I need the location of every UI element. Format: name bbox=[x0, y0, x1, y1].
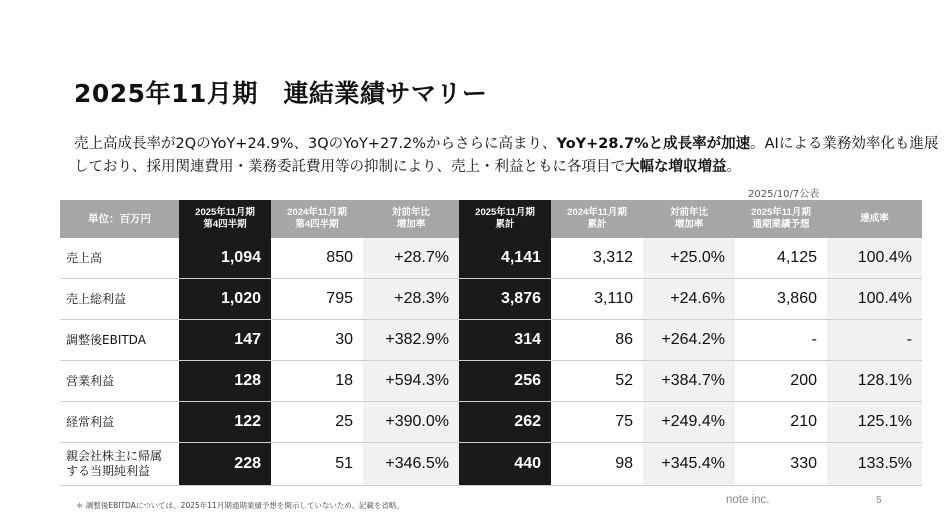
cell-q4-2025: 128 bbox=[179, 361, 271, 401]
cell-cumulative-yoy: +264.2% bbox=[643, 320, 735, 360]
cell-cumulative-2024: 75 bbox=[615, 413, 633, 430]
cell-cumulative-yoy: +384.7% bbox=[643, 361, 735, 401]
cell-q4-yoy: +28.3% bbox=[363, 279, 459, 319]
summary-text-2: 。AIによる業務効率化も進展しており、採用関連費用・業務委託費用等の抑制により、売上・利益ともに各項目で bbox=[74, 136, 939, 175]
header-full-year-forecast: 2025年11月期 通期業績予想 bbox=[735, 200, 827, 238]
row-label: 売上総利益 bbox=[66, 291, 127, 306]
summary-highlight-growth: YoY+28.7%と成長率が加速 bbox=[556, 136, 751, 152]
cell-achievement: 100.4% bbox=[827, 279, 922, 319]
summary-highlight-profit: 大幅な増収増益 bbox=[625, 159, 727, 175]
page-number: 5 bbox=[876, 495, 882, 506]
page-title: 2025年11月期 連結業績サマリー bbox=[74, 79, 488, 108]
cell-forecast: 200 bbox=[790, 372, 817, 389]
company-name: note inc. bbox=[726, 494, 770, 506]
cell-q4-yoy: +382.9% bbox=[363, 320, 459, 360]
cell-q4-yoy: +346.5% bbox=[363, 443, 459, 485]
cell-forecast: 4,125 bbox=[776, 249, 817, 266]
table-row-adjusted-ebitda bbox=[60, 320, 922, 361]
cell-cumulative-2025: 314 bbox=[459, 320, 551, 360]
header-q4-2024: 2024年11月期 第4四半期 bbox=[271, 200, 363, 238]
cell-cumulative-2024: 3,110 bbox=[594, 290, 633, 307]
header-achievement-rate: 達成率 bbox=[827, 200, 922, 238]
table-row-gross-profit bbox=[60, 279, 922, 320]
table-header-row bbox=[60, 200, 922, 238]
cell-q4-2024: 18 bbox=[335, 372, 353, 389]
cell-forecast: 330 bbox=[790, 455, 817, 472]
row-label: 売上高 bbox=[66, 250, 103, 265]
header-unit: 単位：百万円 bbox=[60, 200, 179, 238]
row-label: 営業利益 bbox=[66, 373, 115, 388]
cell-forecast: - bbox=[811, 331, 817, 348]
cell-q4-2024: 51 bbox=[335, 455, 353, 472]
cell-cumulative-yoy: +24.6% bbox=[643, 279, 735, 319]
forecast-publication-note: 2025/10/7公表 bbox=[748, 189, 820, 200]
cell-q4-yoy: +28.7% bbox=[363, 238, 459, 278]
cell-forecast: 3,860 bbox=[776, 290, 817, 307]
header-cumulative-2024: 2024年11月期 累計 bbox=[551, 200, 643, 238]
cell-achievement: 100.4% bbox=[827, 238, 922, 278]
cell-q4-2024: 30 bbox=[335, 331, 353, 348]
results-summary-table bbox=[60, 200, 922, 486]
cell-cumulative-2024: 52 bbox=[615, 372, 633, 389]
cell-q4-2024: 795 bbox=[326, 290, 353, 307]
cell-achievement: 125.1% bbox=[827, 402, 922, 442]
cell-cumulative-yoy: +249.4% bbox=[643, 402, 735, 442]
summary-text-1: 売上高成長率が2QのYoY+24.9%、3QのYoY+27.2%からさらに高まり、 bbox=[74, 136, 557, 152]
cell-q4-yoy: +594.3% bbox=[363, 361, 459, 401]
header-q4-yoy: 対前年比 増加率 bbox=[363, 200, 459, 238]
cell-q4-2025: 1,020 bbox=[179, 279, 271, 319]
cell-q4-2024: 25 bbox=[335, 413, 353, 430]
table-row-net-income bbox=[60, 443, 922, 486]
summary-paragraph bbox=[74, 133, 942, 179]
cell-cumulative-2024: 98 bbox=[615, 455, 633, 472]
cell-cumulative-2025: 3,876 bbox=[459, 279, 551, 319]
cell-cumulative-2025: 262 bbox=[459, 402, 551, 442]
table-row-ordinary-profit bbox=[60, 402, 922, 443]
cell-q4-2025: 1,094 bbox=[179, 238, 271, 278]
header-cumulative-yoy: 対前年比 増加率 bbox=[643, 200, 735, 238]
header-cumulative-2025: 2025年11月期 累計 bbox=[459, 200, 551, 238]
cell-q4-2025: 122 bbox=[179, 402, 271, 442]
cell-achievement: - bbox=[827, 320, 922, 360]
header-q4-2025: 2025年11月期 第4四半期 bbox=[179, 200, 271, 238]
cell-cumulative-2025: 440 bbox=[459, 443, 551, 485]
cell-forecast: 210 bbox=[790, 413, 817, 430]
table-row-operating-profit bbox=[60, 361, 922, 402]
cell-cumulative-yoy: +25.0% bbox=[643, 238, 735, 278]
cell-achievement: 133.5% bbox=[827, 443, 922, 485]
cell-cumulative-yoy: +345.4% bbox=[643, 443, 735, 485]
cell-achievement: 128.1% bbox=[827, 361, 922, 401]
cell-q4-2024: 850 bbox=[326, 249, 353, 266]
cell-cumulative-2024: 86 bbox=[615, 331, 633, 348]
cell-cumulative-2025: 4,141 bbox=[459, 238, 551, 278]
row-label: 親会社株主に帰属 する当期純利益 bbox=[66, 449, 163, 478]
cell-cumulative-2025: 256 bbox=[459, 361, 551, 401]
cell-q4-2025: 228 bbox=[179, 443, 271, 485]
footnote: ＊ 調整後EBITDAについては、2025年11月期通期業績予想を開示していないため、記載を省略。 bbox=[76, 501, 405, 510]
cell-cumulative-2024: 3,312 bbox=[592, 249, 633, 266]
cell-q4-yoy: +390.0% bbox=[363, 402, 459, 442]
cell-q4-2025: 147 bbox=[179, 320, 271, 360]
row-label: 経常利益 bbox=[66, 414, 115, 429]
row-label: 調整後EBITDA bbox=[66, 332, 146, 347]
summary-text-3: 。 bbox=[726, 159, 741, 175]
table-row-sales bbox=[60, 238, 922, 279]
